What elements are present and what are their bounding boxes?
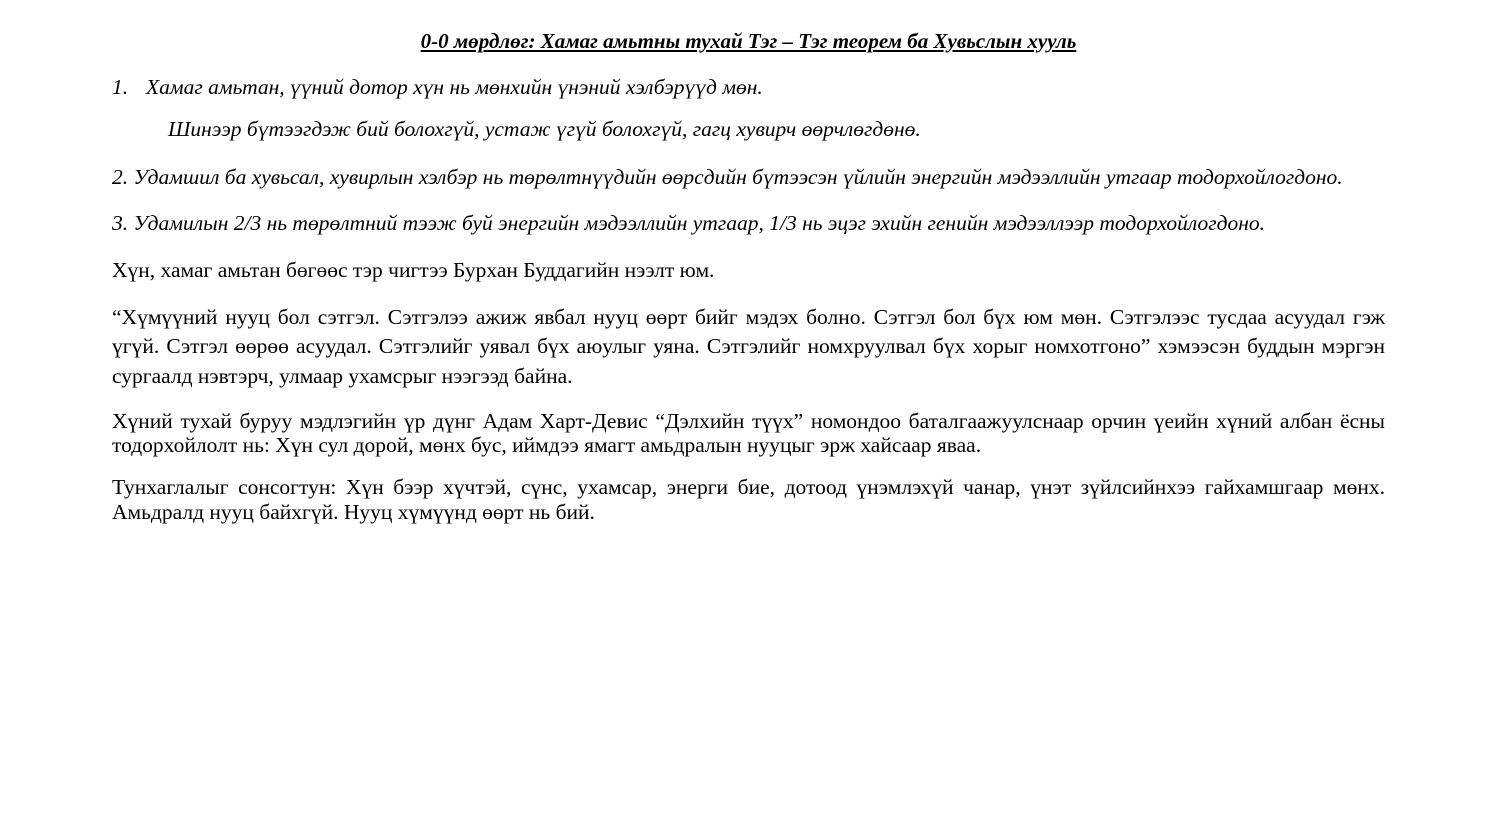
paragraph-3: 3. Удамилын 2/3 нь төрөлтний тээж буй энергийн мэдээллийн утгаар, 1/3 нь эцэг эхийн генийн мэдээллээр тодорхойлогдоно. xyxy=(112,211,1266,236)
list-item xyxy=(112,73,1385,103)
paragraph-7: Тунхаглалыг сонсогтун: Хүн бээр хүчтэй, сүнс, ухамсар, энерги бие, дотоод үнэмлэхүй чанар, үнэт зүйлсийнхээ гайхамшгаар мөнх. Амьдралд нууц байхгүй. Нууц хүмүүнд өөрт нь бий. xyxy=(112,475,1385,525)
paragraph-6: Хүний тухай буруу мэдлэгийн үр дүнг Адам Харт-Девис “Дэлхийн түүх” номондоо баталгаажуулснаар орчин үеийн хүний албан ёсны тодорхойлолт нь: Хүн сул дорой, мөнх бус, иймдээ ямагт амьдралын нууцыг эрж хайсаар яваа. xyxy=(112,408,1385,458)
paragraph-4: Хүн, хамаг амьтан бөгөөс тэр чигтээ Бурхан Буддагийн нээлт юм. xyxy=(112,257,715,282)
list-item-text: Хамаг амьтан, үүний дотор хүн нь мөнхийн үнэний хэлбэрүүд мөн. xyxy=(146,75,763,100)
list-item-number: 1. xyxy=(112,75,129,100)
paragraph-5: “Хүмүүний нууц бол сэтгэл. Сэтгэлээ ажиж явбал нууц өөрт бийг мэдэх болно. Сэтгэл бол бүх юм мөн. Сэтгэлээс тусдаа асуудал гэж үгүй. Сэтгэл өөрөө асуудал. Сэтгэлийг уявал бүх аюулыг уяна. Сэтгэлийг номхруулвал бүх хорыг номхотгоно” хэмээсэн буддын мэргэн сургаалд нэвтэрч, улмаар ухамсрыг нээгээд байна. xyxy=(112,304,1385,388)
page-title: 0-0 мөрдлөг: Хамаг амьтны тухай Тэг – Тэг теорем ба Хувьслын хууль xyxy=(420,29,1077,53)
subline-text: Шинээр бүтээгдэж бий болохгүй, устаж үгүй болохгүй, гагц хувирч өөрчлөгдөнө. xyxy=(168,116,921,141)
paragraph-2: 2. Удамшил ба хувьсал, хувирлын хэлбэр нь төрөлтнүүдийн өөрсдийн бүтээсэн үйлийн энергийн мэдээллийн утгаар тодорхойлогдоно. xyxy=(112,164,1343,189)
